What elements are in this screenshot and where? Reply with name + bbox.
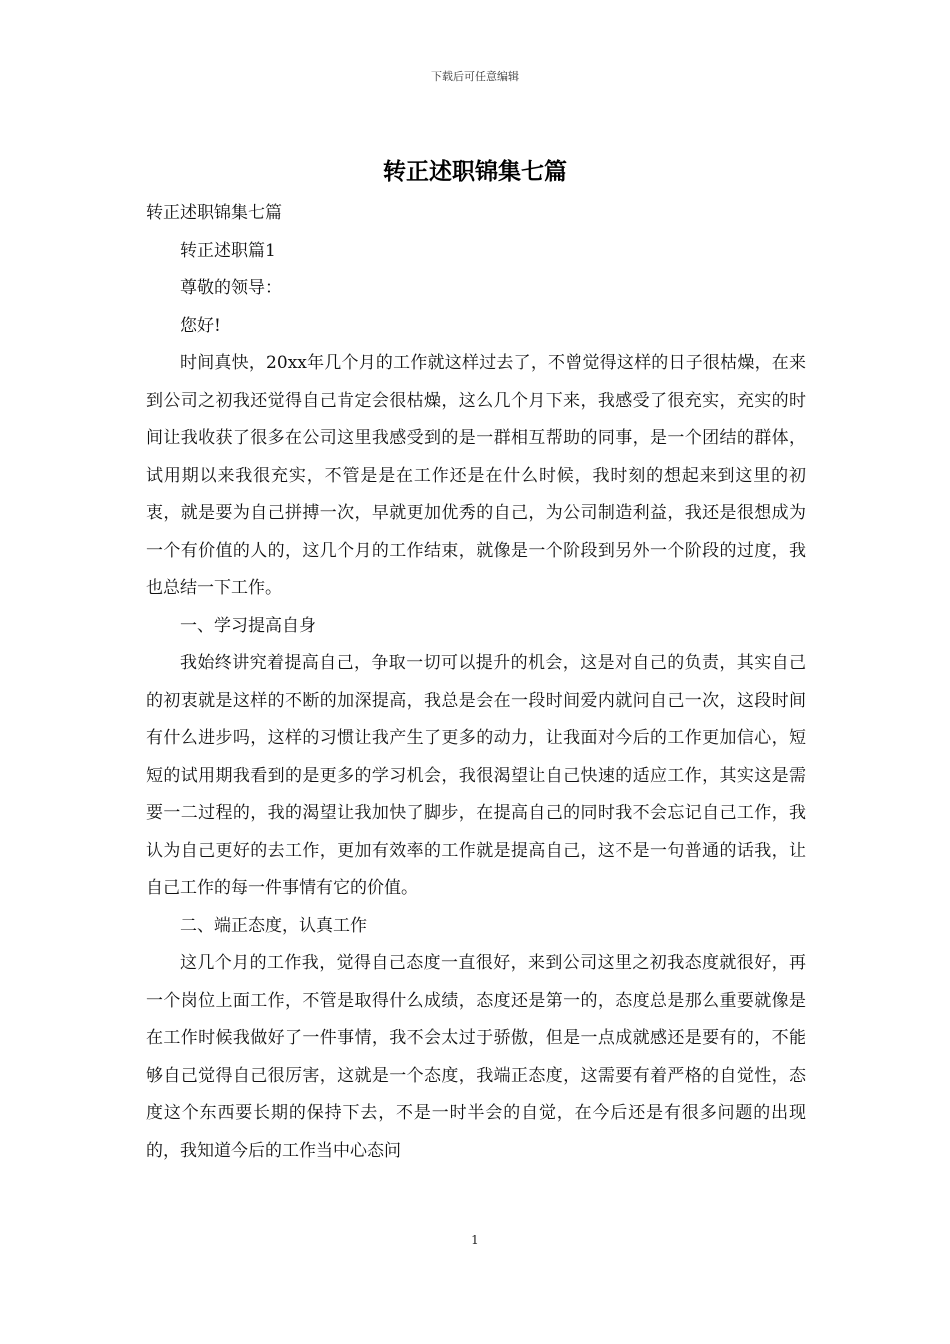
body-paragraph: 转正述职锦集七篇 — [146, 203, 282, 223]
document-body — [146, 195, 806, 1170]
body-paragraph: 转正述职篇1 — [180, 240, 276, 261]
header-note: 下载后可任意编辑 — [431, 70, 519, 83]
section-heading: 一、学习提高自身 — [180, 615, 316, 636]
body-paragraph: 这几个月的工作我，觉得自己态度一直很好，来到公司这里之初我态度就很好，再一个岗位上面工作，不管是取得什么成绩，态度还是第一的，态度总是那么重要就像是在工作时候我做好了一件事情，我不会太过于骄傲，但是一点成就感还是要有的，不能够自己觉得自己很厉害，这就是一个态度，我端正态度，这需要有着严格的自觉性，态度这个东西要长期的保持下去，不是一时半会的自觉，在今后还是有很多问题的出现的，我知道今后的工作当中心态问 — [146, 953, 806, 1161]
document-title: 转正述职锦集七篇 — [383, 158, 567, 185]
body-paragraph: 我始终讲究着提高自己，争取一切可以提升的机会，这是对自己的负责，其实自己的初衷就是这样的不断的加深提高，我总是会在一段时间爱内就问自己一次，这段时间有什么进步吗，这样的习惯让我产生了更多的动力，让我面对今后的工作更加信心，短短的试用期我看到的是更多的学习机会，我很渴望让自己快速的适应工作，其实这是需要一二过程的，我的渴望让我加快了脚步，在提高自己的同时我不会忘记自己工作，我认为自己更好的去工作，更加有效率的工作就是提高自己，这不是一句普通的话我，让自己工作的每一件事情有它的价值。 — [146, 653, 806, 898]
body-paragraph: 尊敬的领导： — [180, 278, 282, 298]
page-number: 1 — [471, 1233, 479, 1247]
body-paragraph: 您好! — [180, 315, 221, 336]
body-paragraph: 时间真快，20xx年几个月的工作就这样过去了，不曾觉得这样的日子很枯燥，在来到公司之初我还觉得自己肯定会很枯燥，这么几个月下来，我感受了很充实，充实的时间让我收获了很多在公司这里我感受到的是一群相互帮助的同事，是一个团结的群体，试用期以来我很充实，不管是是在工作还是在什么时候，我时刻的想起来到这里的初衷，就是要为自己拼搏一次，早就更加优秀的自己，为公司制造利益，我还是很想成为一个有价值的人的，这几个月的工作结束，就像是一个阶段到另外一个阶段的过度，我也总结一下工作。 — [146, 353, 806, 598]
section-heading: 二、端正态度，认真工作 — [180, 915, 367, 936]
